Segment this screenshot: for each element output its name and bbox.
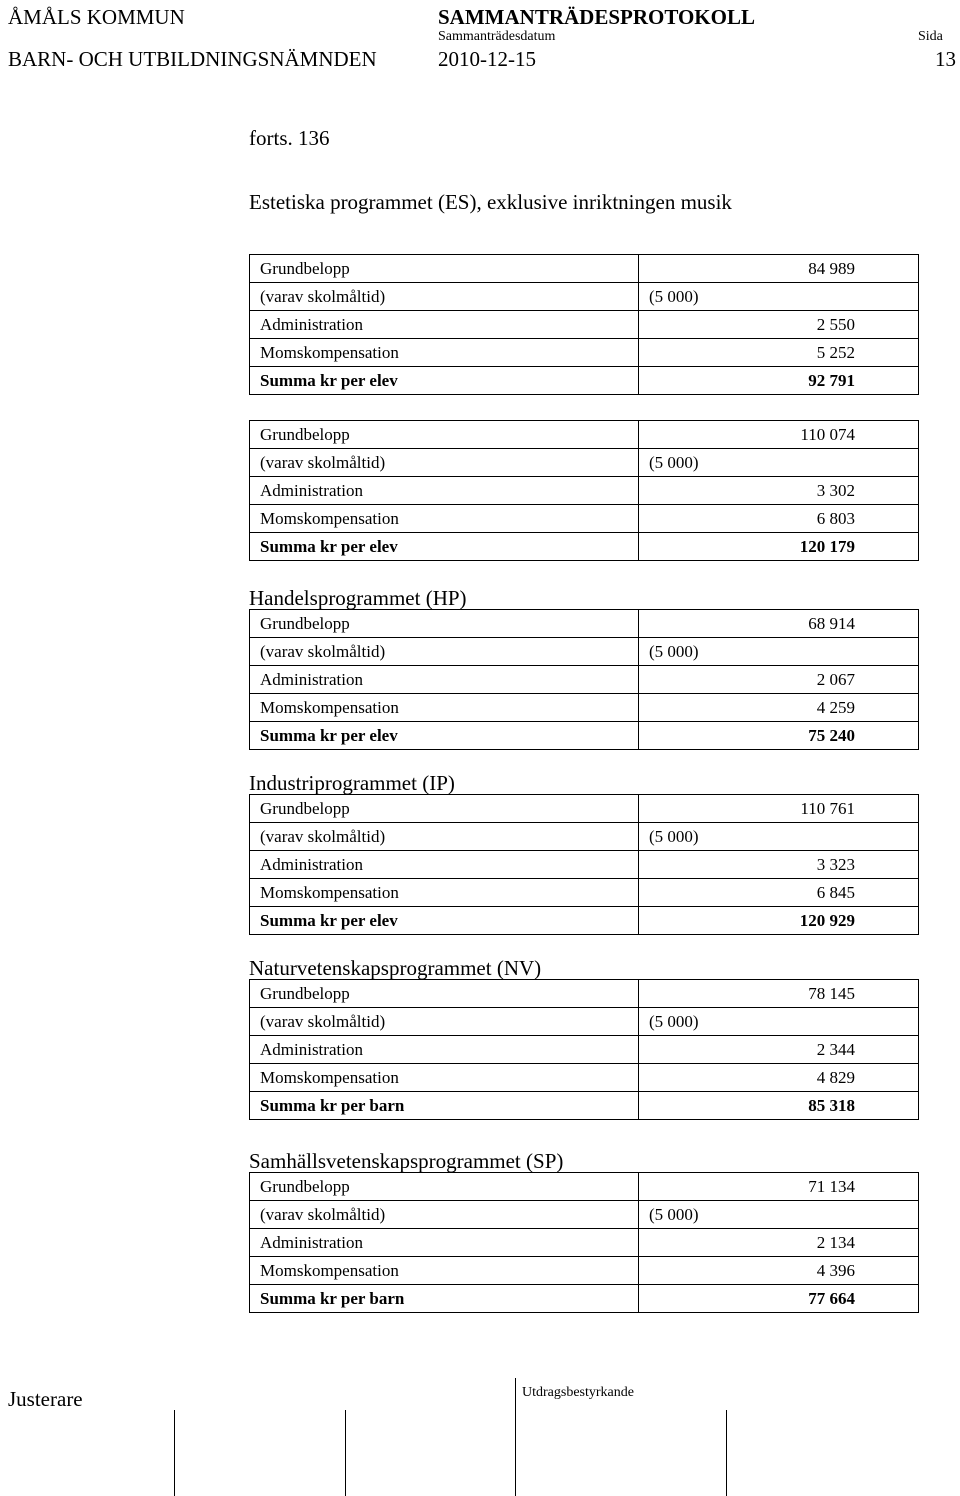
row-amount-cell (639, 283, 919, 311)
signature-divider (345, 1410, 346, 1496)
table-row (250, 1064, 919, 1092)
row-amount-cell (639, 879, 919, 907)
row-label: Administration (250, 477, 639, 505)
table-row (250, 1201, 919, 1229)
row-amount-cell (639, 795, 919, 823)
table-row (250, 823, 919, 851)
fee-table (249, 420, 919, 561)
row-label: (varav skolmåltid) (250, 1008, 639, 1036)
row-label: Summa kr per elev (250, 907, 639, 935)
row-value: 6 845 (816, 883, 855, 902)
row-amount-cell (639, 505, 919, 533)
row-amount-cell (639, 339, 919, 367)
table-row (250, 1173, 919, 1201)
row-label: Summa kr per elev (250, 533, 639, 561)
row-value: 75 240 (808, 726, 855, 745)
table-row (250, 879, 919, 907)
committee-name: BARN- OCH UTBILDNINGSNÄMNDEN (8, 47, 377, 71)
row-label: Administration (250, 1229, 639, 1257)
row-value: 92 791 (808, 371, 855, 390)
table-row (250, 1257, 919, 1285)
row-label: Momskompensation (250, 879, 639, 907)
row-subamount: (5 000) (649, 1205, 699, 1224)
row-amount-cell (639, 1064, 919, 1092)
row-value: 85 318 (808, 1096, 855, 1115)
row-label: Administration (250, 666, 639, 694)
row-label: Momskompensation (250, 1257, 639, 1285)
table-row (250, 311, 919, 339)
row-amount-cell (639, 533, 919, 561)
section-title: Samhällsvetenskapsprogrammet (SP) (249, 1149, 564, 1173)
row-amount-cell (639, 1229, 919, 1257)
page-number: 13 (935, 47, 956, 71)
row-value: 77 664 (808, 1289, 855, 1308)
table-row (250, 449, 919, 477)
row-amount-cell (639, 449, 919, 477)
row-label: (varav skolmåltid) (250, 283, 639, 311)
row-amount-cell (639, 980, 919, 1008)
row-value: 4 259 (816, 698, 855, 717)
table-row (250, 255, 919, 283)
row-amount-cell (639, 1092, 919, 1120)
row-label: (varav skolmåltid) (250, 1201, 639, 1229)
row-amount-cell (639, 1201, 919, 1229)
table-row (250, 907, 919, 935)
row-value: 6 803 (816, 509, 855, 528)
signature-divider (515, 1378, 516, 1496)
row-value: 2 067 (816, 670, 855, 689)
row-label: Momskompensation (250, 694, 639, 722)
row-value: 120 929 (799, 911, 855, 930)
row-amount-cell (639, 255, 919, 283)
table-row (250, 722, 919, 750)
table-row (250, 666, 919, 694)
section-title: Handelsprogrammet (HP) (249, 586, 467, 610)
row-value: 4 829 (816, 1068, 855, 1087)
justerare-label: Justerare (8, 1387, 83, 1411)
table-row (250, 339, 919, 367)
meeting-date-label: Sammanträdesdatum (438, 29, 556, 44)
table-row (250, 795, 919, 823)
row-label: Grundbelopp (250, 255, 639, 283)
table-row (250, 610, 919, 638)
row-label: (varav skolmåltid) (250, 449, 639, 477)
row-label: Grundbelopp (250, 980, 639, 1008)
table-row (250, 851, 919, 879)
table-row (250, 980, 919, 1008)
row-label: Grundbelopp (250, 795, 639, 823)
row-amount-cell (639, 311, 919, 339)
signature-divider (726, 1410, 727, 1496)
row-label: Momskompensation (250, 505, 639, 533)
meeting-date: 2010-12-15 (438, 47, 536, 71)
row-value: 5 252 (816, 343, 855, 362)
row-amount-cell (639, 907, 919, 935)
table-row (250, 421, 919, 449)
row-label: Momskompensation (250, 1064, 639, 1092)
row-value: 2 344 (816, 1040, 855, 1059)
fee-table (249, 609, 919, 750)
row-amount-cell (639, 1036, 919, 1064)
row-amount-cell (639, 477, 919, 505)
section-title: Estetiska programmet (ES), exklusive inriktningen musik (249, 190, 732, 214)
section-title: Naturvetenskapsprogrammet (NV) (249, 956, 542, 980)
table-row (250, 1285, 919, 1313)
table-row (250, 638, 919, 666)
fee-table (249, 1172, 919, 1313)
table-row (250, 1092, 919, 1120)
row-label: Summa kr per elev (250, 367, 639, 395)
row-label: Grundbelopp (250, 421, 639, 449)
row-amount-cell (639, 823, 919, 851)
section-title: Industriprogrammet (IP) (249, 771, 455, 795)
row-value: 3 302 (816, 481, 855, 500)
table-row (250, 505, 919, 533)
row-amount-cell (639, 421, 919, 449)
row-value: 2 134 (816, 1233, 855, 1252)
document-title: SAMMANTRÄDESPROTOKOLL (438, 5, 755, 29)
row-amount-cell (639, 638, 919, 666)
row-value: 84 989 (808, 259, 855, 278)
row-label: Summa kr per barn (250, 1092, 639, 1120)
row-label: Summa kr per elev (250, 722, 639, 750)
table-row (250, 283, 919, 311)
municipality-name: ÅMÅLS KOMMUN (8, 5, 185, 29)
row-amount-cell (639, 1285, 919, 1313)
table-row (250, 533, 919, 561)
continuation-note: forts. 136 (249, 126, 330, 150)
row-subamount: (5 000) (649, 453, 699, 472)
utdrag-label: Utdragsbestyrkande (522, 1385, 634, 1400)
row-amount-cell (639, 666, 919, 694)
row-label: Grundbelopp (250, 610, 639, 638)
row-amount-cell (639, 1008, 919, 1036)
row-amount-cell (639, 610, 919, 638)
row-amount-cell (639, 367, 919, 395)
row-label: (varav skolmåltid) (250, 638, 639, 666)
row-amount-cell (639, 722, 919, 750)
row-value: 110 074 (800, 425, 855, 444)
row-label: Momskompensation (250, 339, 639, 367)
row-subamount: (5 000) (649, 642, 699, 661)
row-value: 3 323 (816, 855, 855, 874)
row-value: 71 134 (808, 1177, 855, 1196)
row-value: 4 396 (816, 1261, 855, 1280)
row-label: Administration (250, 1036, 639, 1064)
table-row (250, 367, 919, 395)
row-value: 120 179 (799, 537, 855, 556)
fee-table (249, 254, 919, 395)
row-label: Administration (250, 311, 639, 339)
fee-table (249, 794, 919, 935)
table-row (250, 694, 919, 722)
row-value: 68 914 (808, 614, 855, 633)
row-subamount: (5 000) (649, 827, 699, 846)
row-label: Summa kr per barn (250, 1285, 639, 1313)
row-amount-cell (639, 1257, 919, 1285)
row-subamount: (5 000) (649, 287, 699, 306)
row-value: 110 761 (800, 799, 855, 818)
row-subamount: (5 000) (649, 1012, 699, 1031)
signature-divider (174, 1410, 175, 1496)
row-value: 78 145 (808, 984, 855, 1003)
row-amount-cell (639, 694, 919, 722)
row-amount-cell (639, 1173, 919, 1201)
table-row (250, 1036, 919, 1064)
fee-table (249, 979, 919, 1120)
row-label: Grundbelopp (250, 1173, 639, 1201)
table-row (250, 477, 919, 505)
row-value: 2 550 (816, 315, 855, 334)
row-amount-cell (639, 851, 919, 879)
table-row (250, 1008, 919, 1036)
table-row (250, 1229, 919, 1257)
page-label: Sida (918, 29, 943, 44)
row-label: Administration (250, 851, 639, 879)
row-label: (varav skolmåltid) (250, 823, 639, 851)
